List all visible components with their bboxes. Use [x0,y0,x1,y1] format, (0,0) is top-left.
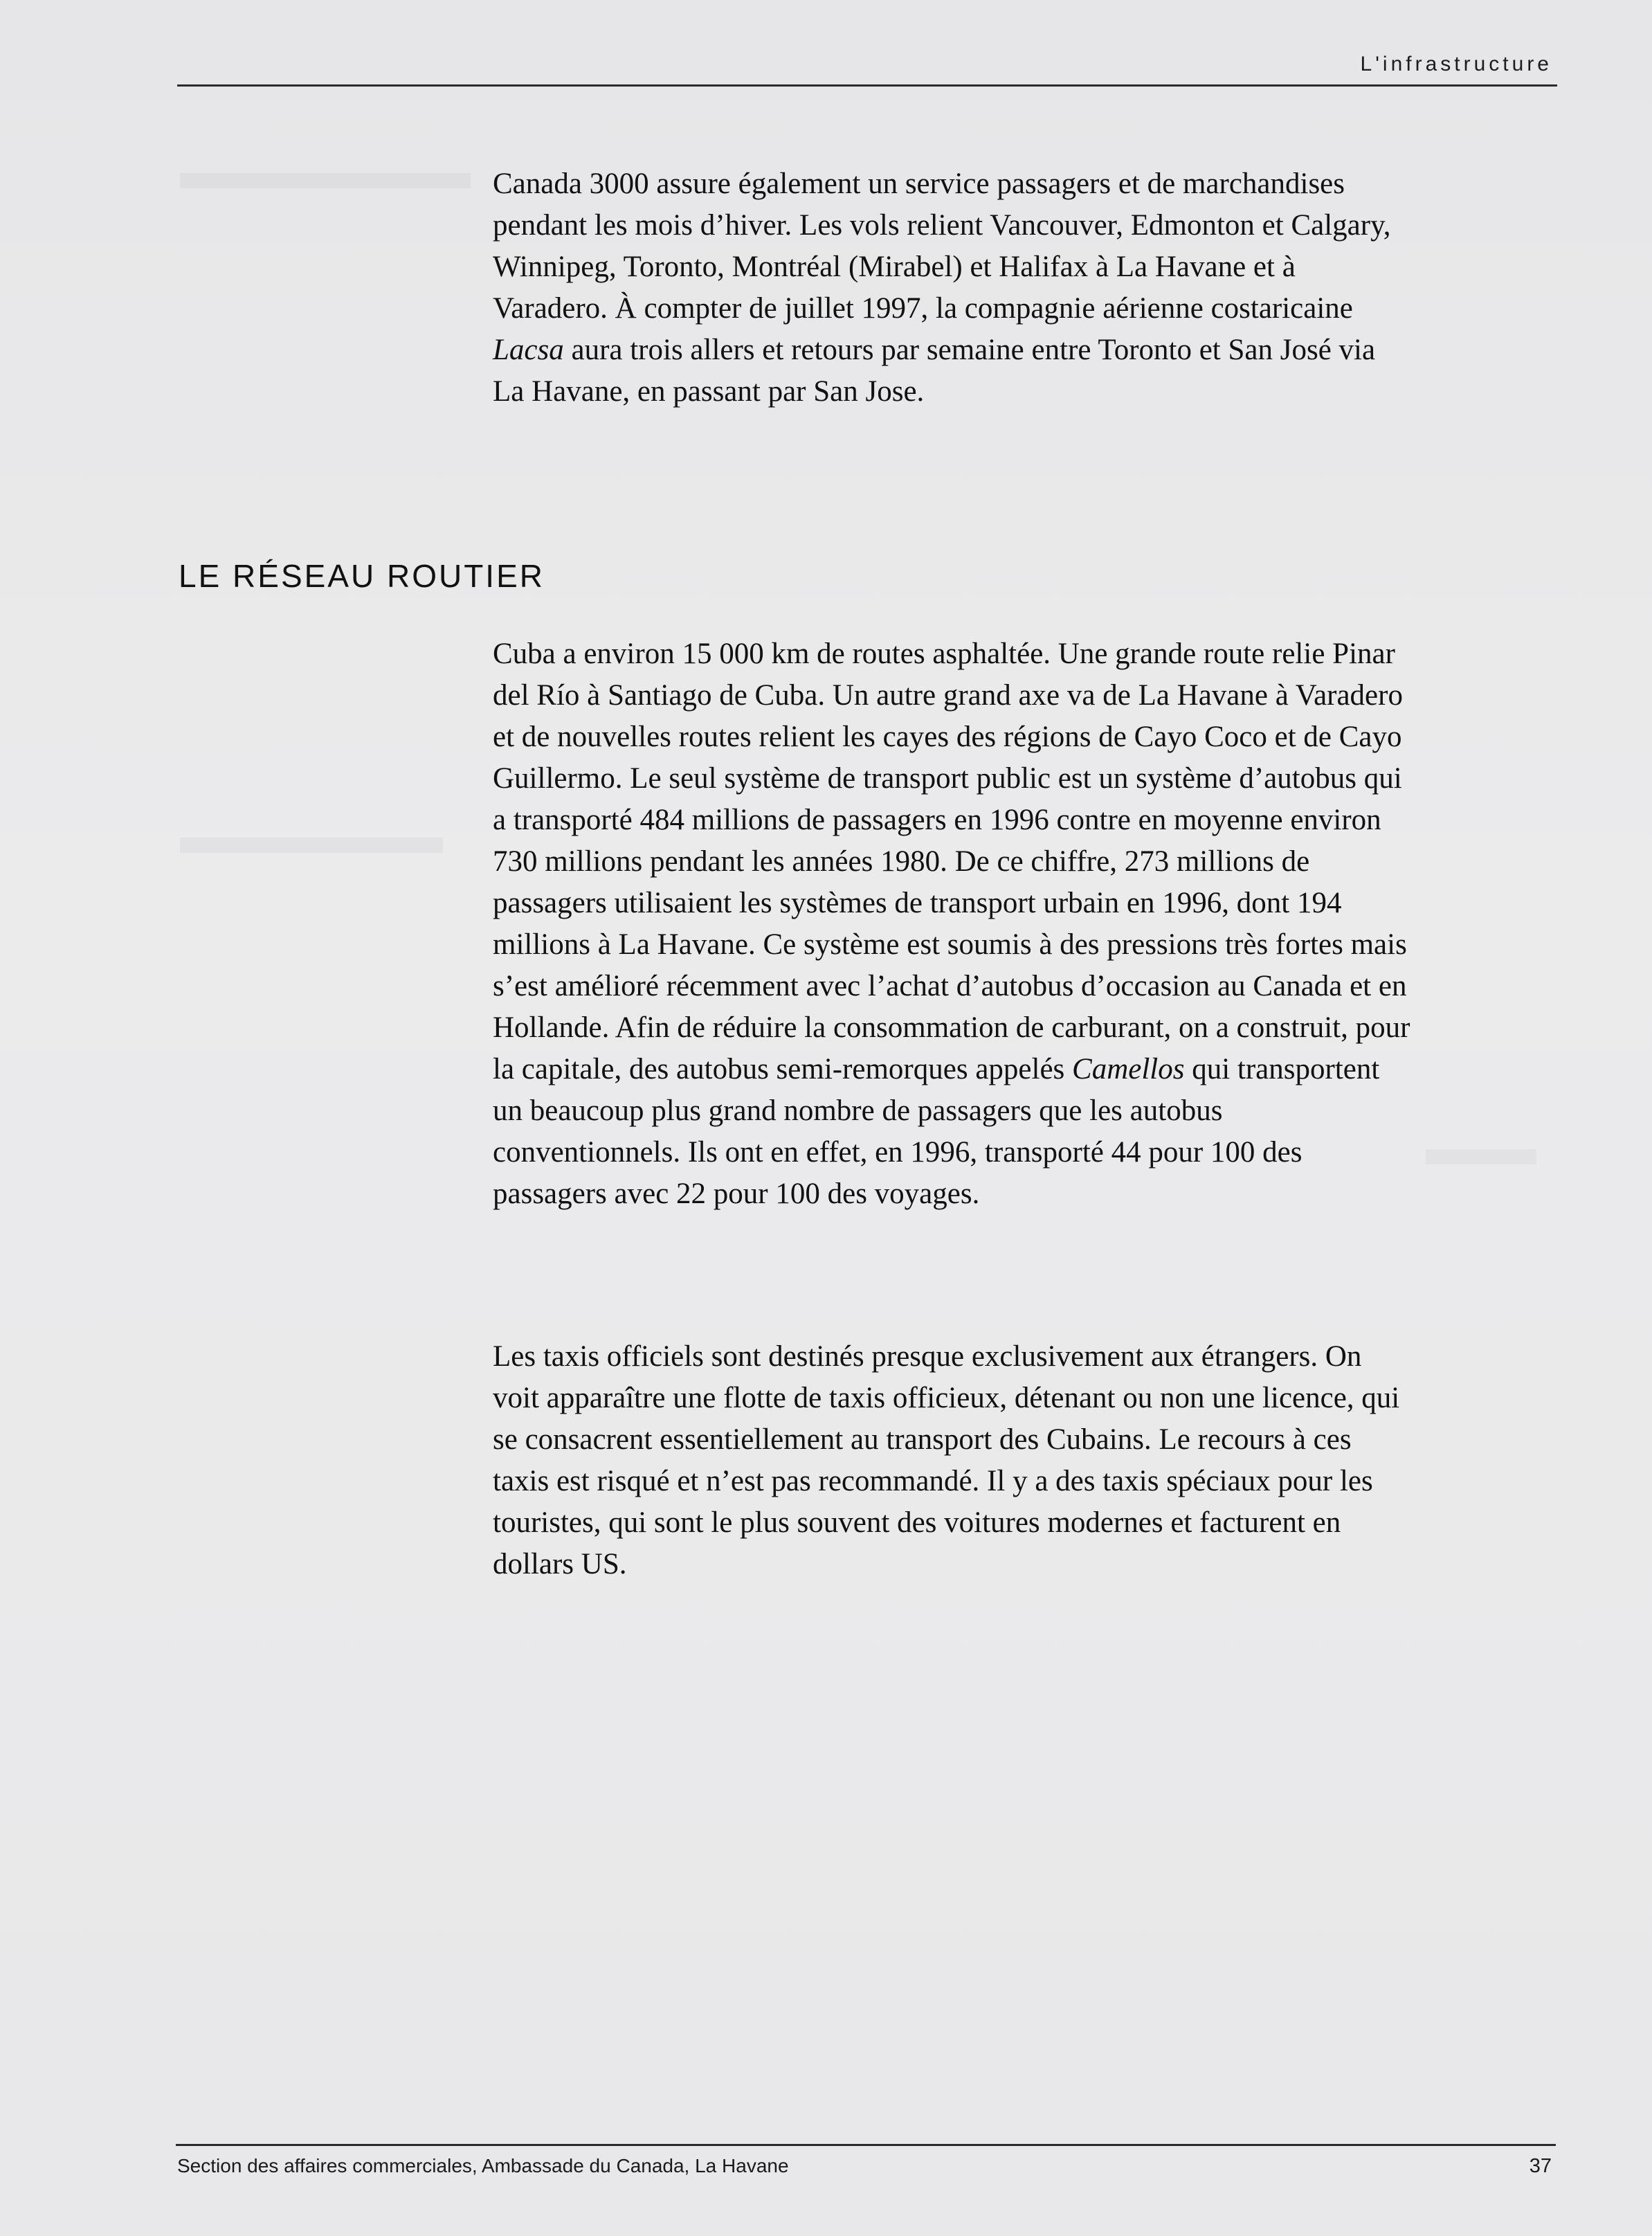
paragraph-text [493,163,1413,413]
airline-name-italic: Lacsa [493,334,564,366]
text-run: Cuba a environ 15 000 km de routes asphaltée. Une grande route relie Pinar del Río à Santiago de Cuba. Un autre grand axe va de La Havane à Varadero et de nouvelles routes relient les cayes des régions de Cayo Coco et de Cayo Guillermo. Le seul système de transport public est un système d’autobus qui a transporté 484 millions de passagers en 1996 contre en moyenne environ 730 millions pendant les années 1980. De ce chiffre, 273 millions de passagers utilisaient les systèmes de transport urbain en 1996, dont 194 millions à La Havane. Ce système est soumis à des pressions très fortes mais s’est amélioré récemment avec l’achat d’autobus d’occasion au Canada et en Hollande. Afin de réduire la consommation de carburant, on a construit, pour la capitale, des autobus semi-remorques appelés [493,638,1410,1085]
paragraph-canada3000 [493,163,1413,413]
text-run: aura trois allers et retours par semaine entre Toronto et San José via La Havane, en passant par San Jose. [493,334,1376,408]
paragraph-road-network [493,633,1413,1215]
bleed-through-shadow [1426,1149,1536,1164]
bus-name-italic: Camellos [1072,1053,1185,1085]
header-rule [177,84,1557,87]
footer-rule [176,2144,1556,2146]
running-header-title: L'infrastructure [1360,53,1552,75]
footer-source: Section des affaires commerciales, Ambassade du Canada, La Havane [177,2155,789,2176]
bleed-through-shadow [180,838,443,853]
paragraph-text [493,633,1413,1215]
text-run: qui transportent un beaucoup plus grand nombre de passagers que les autobus conventionnels. Ils ont en effet, en 1996, transporté 44 pour 100 des passagers avec 22 pour 100 des voyages. [493,1053,1380,1210]
text-run: Canada 3000 assure également un service passagers et de marchandises pendant les mois d’hiver. Les vols relient Vancouver, Edmonton et Calgary, Winnipeg, Toronto, Montréal (Mirabel) et Halifax à La Havane et à Varadero. À compter de juillet 1997, la compagnie aérienne costaricaine [493,168,1391,325]
section-heading: LE RÉSEAU ROUTIER [179,558,545,594]
paragraph-text: Les taxis officiels sont destinés presque exclusivement aux étrangers. On voit apparaître une flotte de taxis officieux, détenant ou non une licence, qui se consacrent essentiellement au transport des Cubains. Le recours à ces taxis est risqué et n’est pas recommandé. Il y a des taxis spéciaux pour les touristes, qui sont le plus souvent des voitures modernes et facturent en dollars US. [493,1340,1400,1580]
paragraph-taxis [493,1336,1413,1585]
bleed-through-shadow [180,173,471,188]
page-number: 37 [1529,2155,1552,2177]
